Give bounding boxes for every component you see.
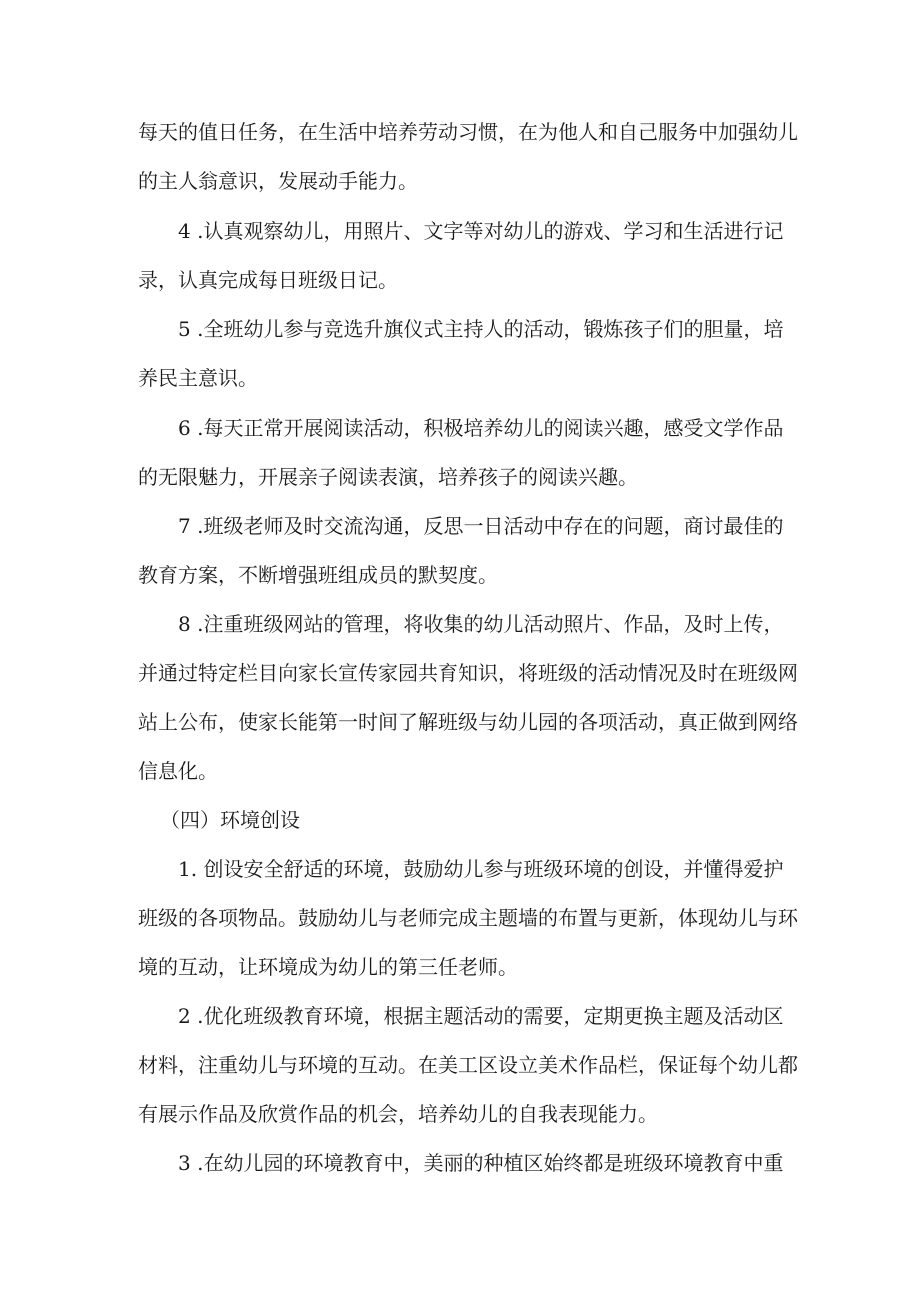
- list-item-8: 8 .注重班级网站的管理，将收集的幼儿活动照片、作品，及时上传，: [178, 612, 784, 636]
- text-line: 站上公布，使家长能第一时间了解班级与幼儿园的各项活动，真正做到网络: [138, 710, 798, 734]
- text-line: 信息化。: [138, 759, 218, 783]
- text-line: 录，认真完成每日班级日记。: [138, 268, 398, 292]
- list-item-4: 4 .认真观察幼儿，用照片、文字等对幼儿的游戏、学习和生活进行记: [178, 219, 784, 243]
- section-heading: （四）环境创设: [160, 808, 300, 832]
- text-line: 养民主意识。: [138, 366, 258, 390]
- text-line: 每天的值日任务，在生活中培养劳动习惯，在为他人和自己服务中加强幼儿: [138, 120, 798, 144]
- text-line: 境的互动，让环境成为幼儿的第三任老师。: [138, 955, 518, 979]
- text-line: 有展示作品及欣赏作品的机会，培养幼儿的自我表现能力。: [138, 1102, 658, 1126]
- list-item-6: 6 .每天正常开展阅读活动，积极培养幼儿的阅读兴趣，感受文学作品: [178, 416, 784, 440]
- text-line: 并通过特定栏目向家长宣传家园共育知识，将班级的活动情况及时在班级网: [138, 661, 798, 685]
- text-line: 的无限魅力，开展亲子阅读表演，培养孩子的阅读兴趣。: [138, 465, 638, 489]
- list-item-1: 1. 创设安全舒适的环境，鼓励幼儿参与班级环境的创设，并懂得爱护: [178, 857, 784, 881]
- text-line: 教育方案，不断增强班组成员的默契度。: [138, 563, 498, 587]
- text-line: 材料，注重幼儿与环境的互动。在美工区设立美术作品栏，保证每个幼儿都: [138, 1053, 798, 1077]
- list-item-5: 5 .全班幼儿参与竞选升旗仪式主持人的活动，锻炼孩子们的胆量，培: [178, 317, 784, 341]
- list-item-7: 7 .班级老师及时交流沟通，反思一日活动中存在的问题，商讨最佳的: [178, 514, 784, 538]
- list-item-3: 3 .在幼儿园的环境教育中，美丽的种植区始终都是班级环境教育中重: [178, 1151, 784, 1175]
- text-line: 班级的各项物品。鼓励幼儿与老师完成主题墙的布置与更新，体现幼儿与环: [138, 906, 798, 930]
- list-item-2: 2 .优化班级教育环境，根据主题活动的需要，定期更换主题及活动区: [178, 1004, 784, 1028]
- text-line: 的主人翁意识，发展动手能力。: [138, 169, 418, 193]
